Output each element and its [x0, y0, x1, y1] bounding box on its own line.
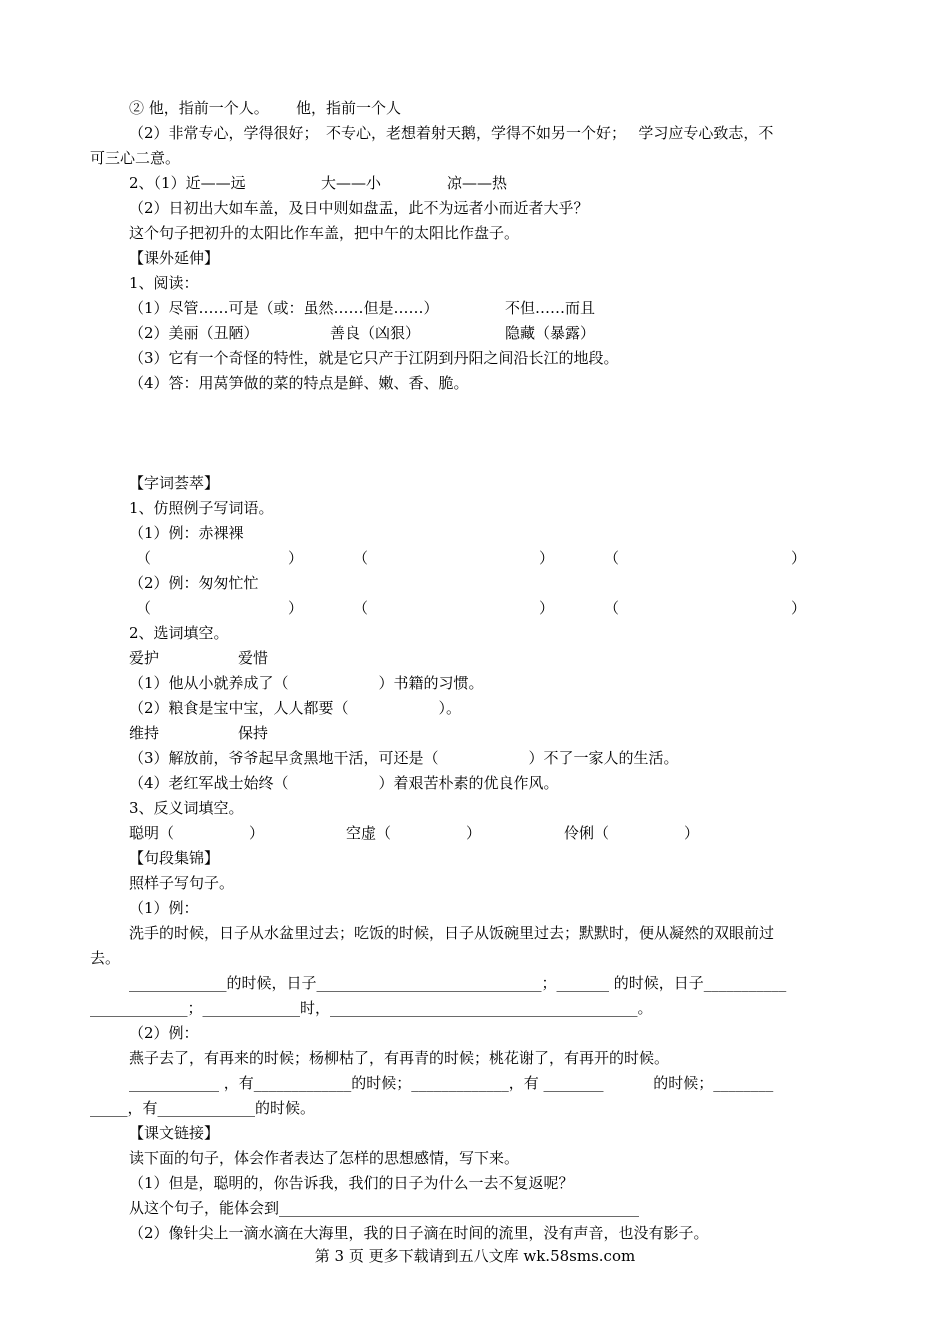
answer-line: 善良（凶狠）: [330, 324, 421, 342]
question-line: 照样子写句子。: [129, 874, 235, 892]
question-line: 读下面的句子，体会作者表达了怎样的思想感情，写下来。: [129, 1149, 520, 1167]
blank-close-paren: ）: [539, 549, 555, 567]
answer-line: 可三心二意。: [90, 149, 181, 167]
section-heading: 【课外延伸】: [129, 249, 220, 267]
antonym-pair: 大——小: [321, 174, 382, 192]
answer-line: （2）日初出大如车盖，及日中则如盘盂，此不为远者小而近者大乎？: [129, 199, 589, 217]
answer-line: （4）答：用莴笋做的菜的特点是鲜、嫩、香、脆。: [129, 374, 469, 392]
example-sentence: 洗手的时候，日子从水盆里过去；吃饭的时候，日子从饭碗里过去；默默时，便从凝然的双眼前过: [129, 924, 775, 942]
example-sentence: 去。: [90, 949, 121, 967]
blank-open-paren: （: [604, 549, 620, 567]
answer-line: （3）它有一个奇怪的特性，就是它只产于江阴到丹阳之间沿长江的地段。: [129, 349, 619, 367]
blank-open-paren: （: [353, 599, 369, 617]
question-line: （1）他从小就养成了（ ）书籍的习惯。: [129, 674, 484, 692]
answer-line: （1）尽管……可是（或：虽然……但是……）: [129, 299, 439, 317]
antonym-blank: 伶俐（ ）: [564, 824, 700, 842]
question-line: 1、仿照例子写词语。: [129, 499, 274, 517]
question-line: 3、反义词填空。: [129, 799, 244, 817]
answer-line: 不但……而且: [505, 299, 596, 317]
blank-close-paren: ）: [791, 599, 807, 617]
answer-line: 隐藏（暴露）: [505, 324, 596, 342]
word-choice: 保持: [238, 724, 269, 742]
answer-line: ② 他，指前一个人。 他，指前一个人: [129, 99, 402, 117]
antonym-pair: 凉——热: [447, 174, 508, 192]
page-footer: 第 3 页 更多下载请到五八文库 wk.58sms.com: [314, 1247, 636, 1265]
answer-line: （2）美丽（丑陋）: [129, 324, 259, 342]
question-line: （2）像针尖上一滴水滴在大海里，我的日子滴在时间的流里，没有声音，也没有影子。: [129, 1224, 709, 1242]
question-line: （2）粮食是宝中宝，人人都要（ ）。: [129, 699, 462, 717]
fill-in-line: _____，有_____________的时候。: [90, 1099, 316, 1117]
answer-line: 这个句子把初升的太阳比作车盖，把中午的太阳比作盘子。: [129, 224, 520, 242]
question-line: （4）老红军战士始终（ ）着艰苦朴素的优良作风。: [129, 774, 559, 792]
question-line: 2、选词填空。: [129, 624, 229, 642]
blank-open-paren: （: [136, 599, 152, 617]
question-line: （1）例：: [129, 899, 199, 917]
question-line: （3）解放前，爷爷起早贪黑地干活，可还是（ ）不了一家人的生活。: [129, 749, 679, 767]
blank-close-paren: ）: [288, 549, 304, 567]
blank-close-paren: ）: [539, 599, 555, 617]
section-heading: 【句段集锦】: [129, 849, 220, 867]
question-line: （2）例：匆匆忙忙: [129, 574, 259, 592]
blank-close-paren: ）: [791, 549, 807, 567]
blank-open-paren: （: [136, 549, 152, 567]
question-line: （1）例：赤裸裸: [129, 524, 244, 542]
example-sentence: 燕子去了，有再来的时候；杨柳枯了，有再青的时候；桃花谢了，有再开的时候。: [129, 1049, 670, 1067]
fill-in-line: _____________；_____________时，_________________________________________。: [90, 999, 653, 1017]
antonym-blank: 空虚（ ）: [346, 824, 482, 842]
answer-line: （2）非常专心，学得很好； 不专心，老想着射天鹅，学得不如另一个好； 学习应专心致志，不: [129, 124, 774, 142]
section-heading: 【课文链接】: [129, 1124, 220, 1142]
blank-open-paren: （: [353, 549, 369, 567]
fill-in-line: ____________ ，有_____________的时候；_____________，有 ________ 的时候；________: [129, 1074, 774, 1092]
antonym-blank: 聪明（ ）: [129, 824, 265, 842]
question-line: （1）但是，聪明的，你告诉我，我们的日子为什么一去不复返呢？: [129, 1174, 574, 1192]
blank-close-paren: ）: [288, 599, 304, 617]
blank-open-paren: （: [604, 599, 620, 617]
word-choice: 爱护: [129, 649, 160, 667]
word-choice: 维持: [129, 724, 160, 742]
fill-in-line: 从这个句子，能体会到________________________________________________: [129, 1199, 640, 1217]
fill-in-line: _____________的时候，日子______________________________；_______ 的时候，日子___________: [129, 974, 787, 992]
section-heading: 【字词荟萃】: [129, 474, 220, 492]
antonym-pair: 2、（1）近——远: [129, 174, 246, 192]
answer-line: 1、阅读：: [129, 274, 199, 292]
word-choice: 爱惜: [238, 649, 269, 667]
question-line: （2）例：: [129, 1024, 199, 1042]
